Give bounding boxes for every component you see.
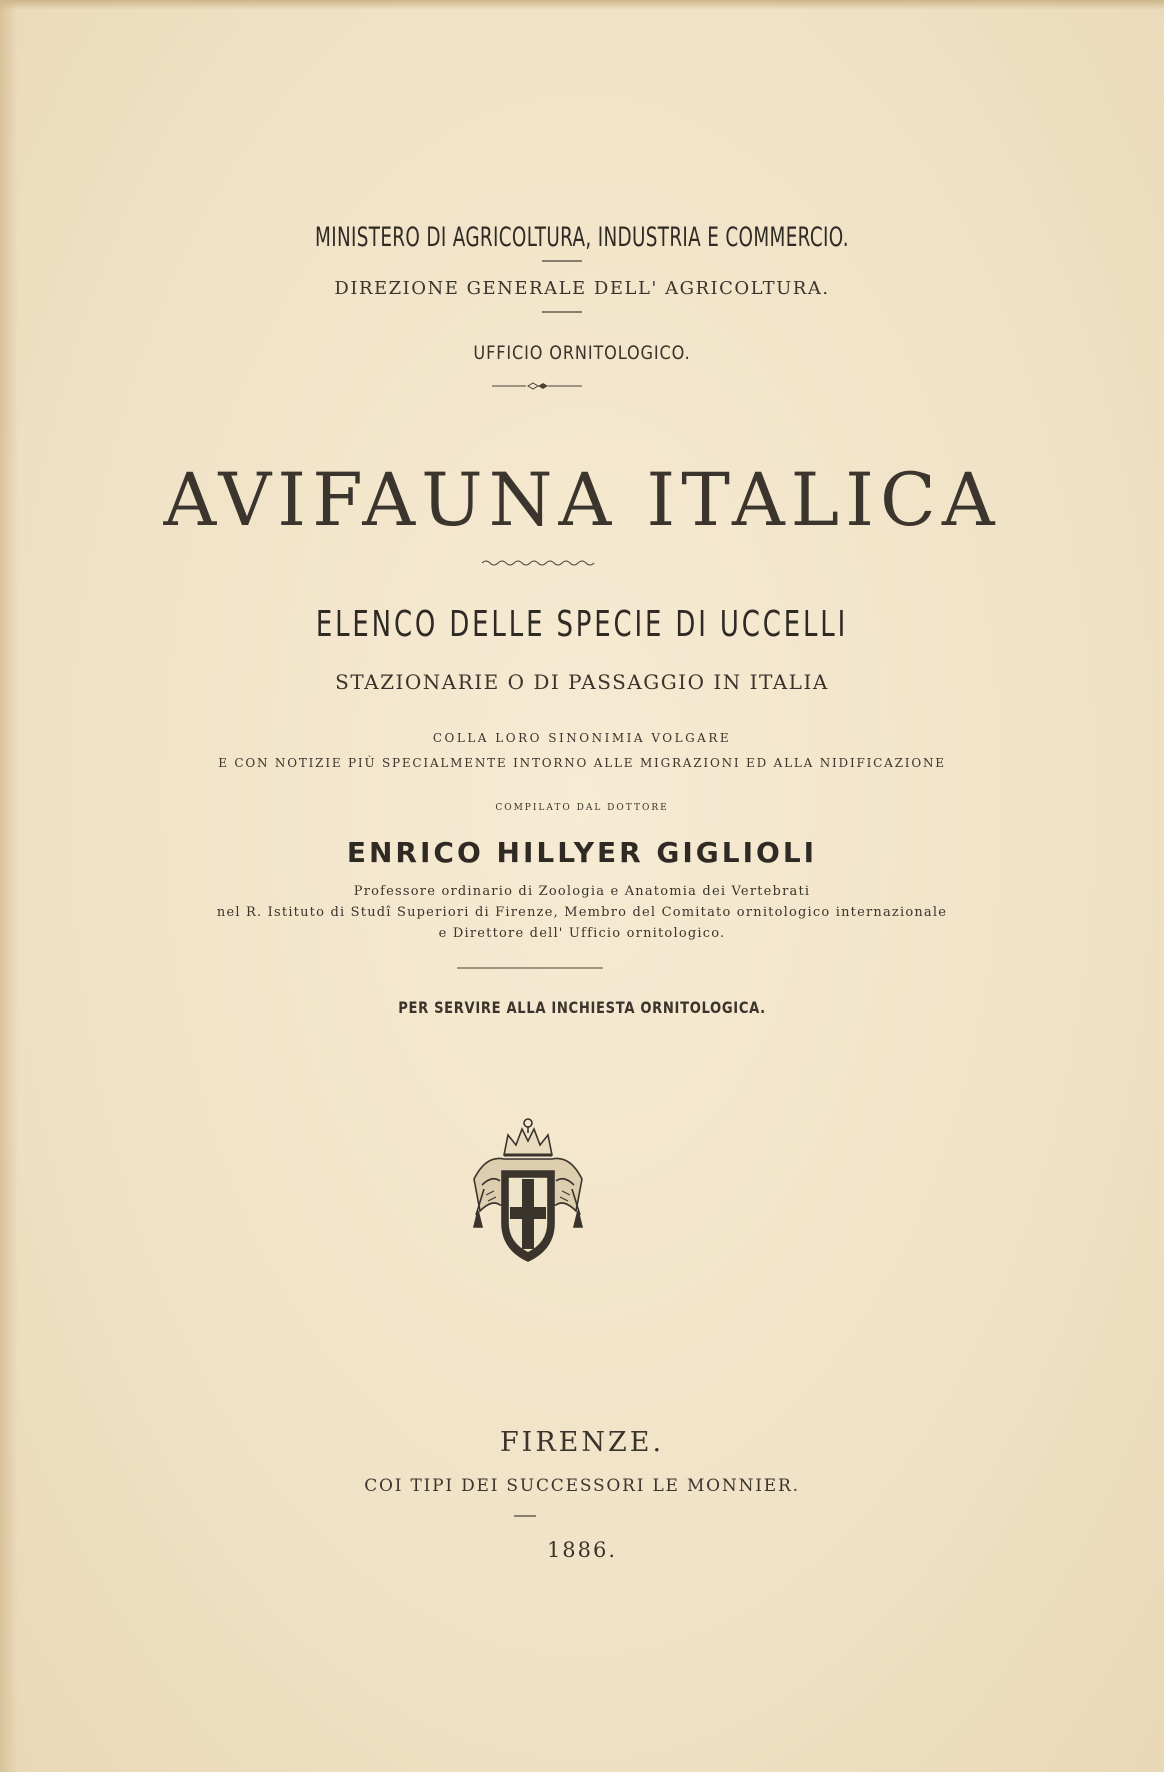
divider-rule — [542, 259, 582, 263]
savoy-coat-of-arms-icon — [464, 1115, 592, 1269]
compiled-by: COMPILATO DAL DOTTORE — [495, 803, 669, 813]
subtitle-main: ELENCO DELLE SPECIE DI UCCELLI — [315, 604, 849, 645]
ornamental-divider — [492, 381, 582, 391]
divider-rule — [457, 966, 603, 970]
divider-rule — [542, 310, 582, 314]
imprint-year: 1886. — [546, 1538, 618, 1562]
book-title: AVIFAUNA ITALICA — [163, 458, 1001, 543]
ministry-heading: MINISTERO DI AGRICOLTURA, INDUSTRIA E COMMERCIO. — [315, 222, 849, 253]
purpose-line: PER SERVIRE ALLA INCHIESTA ORNITOLOGICA. — [398, 998, 766, 1017]
divider-rule — [514, 1514, 536, 1518]
subtitle-line-2: E CON NOTIZIE PIÙ SPECIALMENTE INTORNO ALLE MIGRAZIONI ED ALLA NIDIFICAZIONE — [218, 756, 946, 770]
imprint-printer: COI TIPI DEI SUCCESSORI LE MONNIER. — [364, 1476, 800, 1496]
directorate-heading: DIREZIONE GENERALE DELL' AGRICOLTURA. — [334, 278, 830, 299]
office-heading: UFFICIO ORNITOLOGICO. — [473, 342, 691, 364]
wavy-divider — [482, 558, 598, 568]
author-affiliation: nel R. Istituto di Studî Superiori di Firenze, Membro del Comitato ornitologico internazionale — [216, 905, 948, 920]
author-affiliation: e Direttore dell' Ufficio ornitologico. — [438, 926, 726, 941]
author-name: ENRICO HILLYER GIGLIOLI — [346, 836, 818, 869]
imprint-city: FIRENZE. — [499, 1427, 665, 1458]
page-top-shadow — [0, 0, 1164, 10]
author-affiliation: Professore ordinario di Zoologia e Anatomia dei Vertebrati — [353, 884, 811, 899]
subtitle-line-1: COLLA LORO SINONIMIA VOLGARE — [432, 731, 732, 745]
subtitle-secondary: STAZIONARIE O DI PASSAGGIO IN ITALIA — [335, 670, 829, 694]
